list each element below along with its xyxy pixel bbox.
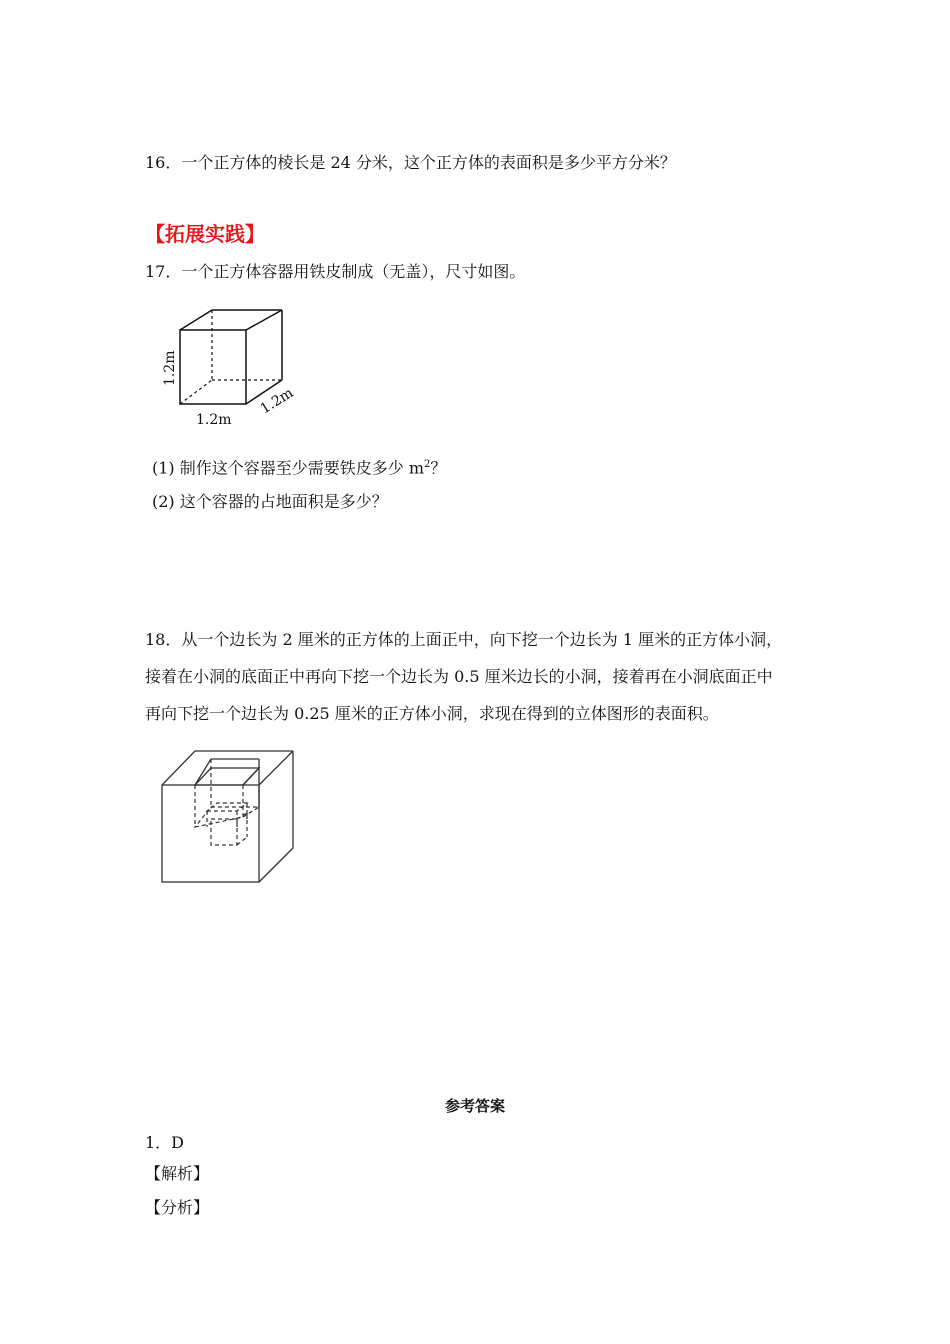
question-17-part-1-exponent: 2 — [424, 459, 431, 470]
question-17-part-2: (2) 这个容器的占地面积是多少？ — [152, 492, 388, 511]
hole-3-bottom-right-edge — [237, 837, 247, 845]
section-title-extension-practice: 【拓展实践】 — [145, 222, 265, 246]
question-18-line-3: 再向下挖一个边长为 0.25 厘米的正方体小洞，求现在得到的立体图形的表面积。 — [145, 704, 719, 723]
cube-top-left-edge — [180, 310, 212, 330]
cube-width-label: 1.2m — [196, 412, 232, 428]
answers-title: 参考答案 — [444, 1097, 505, 1115]
outer-cube-bottom-right-edge — [259, 848, 293, 882]
question-17: 17．一个正方体容器用铁皮制成（无盖），尺寸如图。 — [145, 262, 526, 281]
cube-front-face — [180, 330, 246, 404]
hole-opening-left-edge — [195, 759, 211, 785]
hole-3 — [211, 819, 237, 845]
cube-top-right-edge — [246, 310, 282, 330]
nested-hole-cube-figure — [155, 745, 300, 890]
outer-cube-front-face — [162, 785, 259, 882]
question-18-line-1: 18．从一个边长为 2 厘米的正方体的上面正中，向下挖一个边长为 1 厘米的正方体小洞， — [145, 630, 783, 649]
answer-item-1: 1．D — [145, 1133, 185, 1152]
cube-figure — [150, 300, 310, 435]
hole-opening-front-edge — [243, 768, 259, 785]
cube-height-label: 1.2m — [162, 350, 178, 386]
question-16: 16．一个正方体的棱长是 24 分米，这个正方体的表面积是多少平方分米？ — [145, 153, 676, 172]
question-17-part-1 — [152, 455, 446, 478]
question-17-part-1-suffix: ？ — [430, 458, 447, 478]
cube-hidden-bottom-left-edge — [180, 380, 212, 404]
question-18-line-2: 接着在小洞的底面正中再向下挖一个边长为 0.5 厘米边长的小洞，接着再在小洞底面正中 — [145, 667, 773, 686]
outer-cube-top-left-edge — [162, 751, 195, 785]
answer-fenxi-label: 【分析】 — [145, 1198, 210, 1217]
answer-analysis-label: 【解析】 — [145, 1164, 210, 1183]
hole-1-bottom — [195, 807, 259, 827]
cube-depth-label: 1.2m — [257, 384, 297, 418]
question-17-part-1-prefix: (1) 制作这个容器至少需要铁皮多少 m — [152, 458, 425, 478]
outer-cube-top-right-edge — [259, 751, 293, 785]
